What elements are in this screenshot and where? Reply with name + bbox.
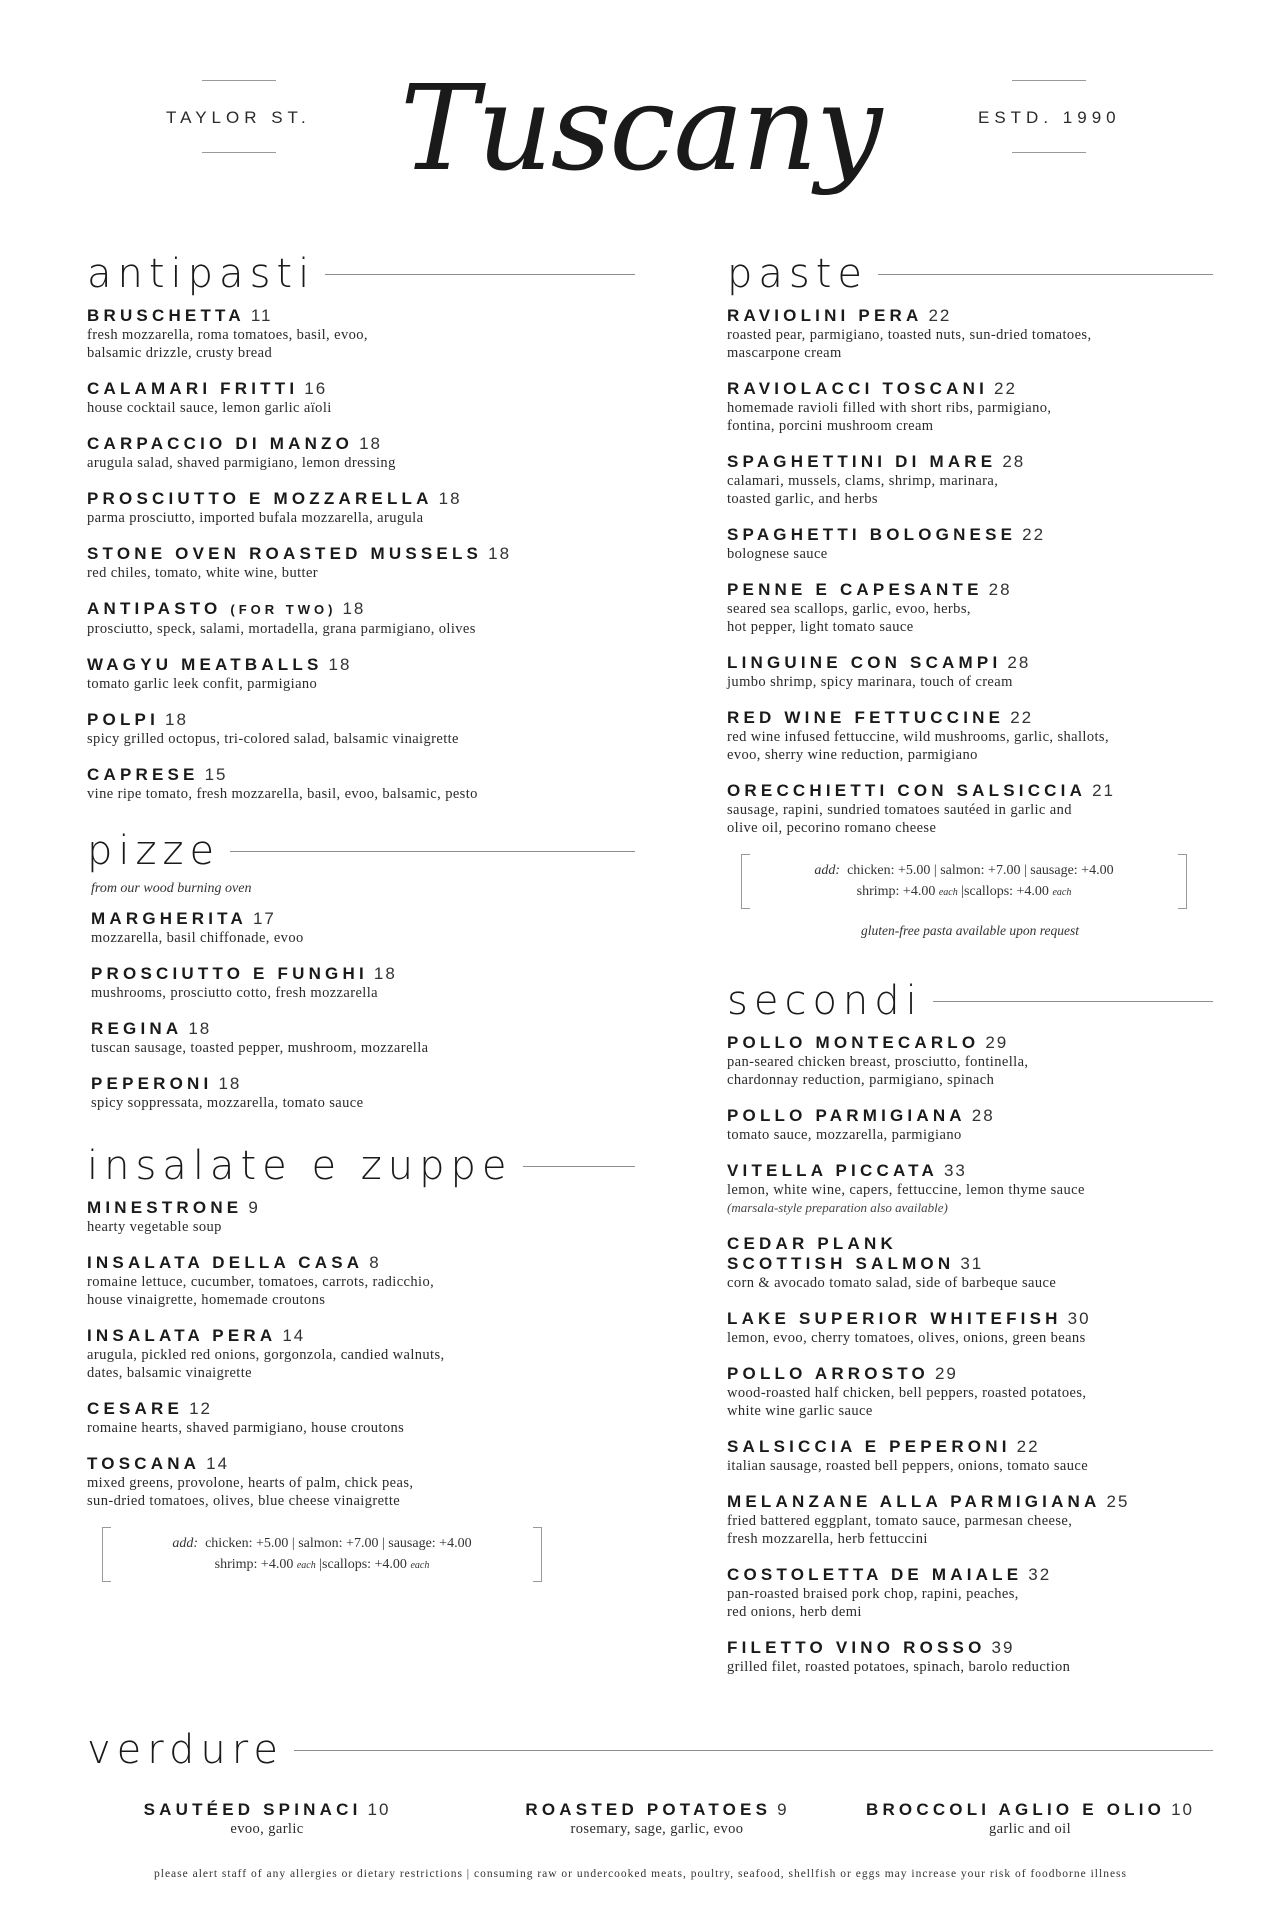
menu-item — [87, 1800, 447, 1838]
right-column — [727, 248, 1213, 1693]
item-price: 14 — [282, 1326, 306, 1345]
item-name: ROASTED POTATOES — [525, 1800, 772, 1819]
item-desc: lemon, white wine, capers, fettuccine, lemon thyme sauce — [727, 1182, 1085, 1198]
item-desc: sun-dried tomatoes, olives, blue cheese vinaigrette — [87, 1493, 401, 1509]
addon-box — [741, 854, 1187, 909]
addon-each: each — [410, 1560, 430, 1571]
menu-item — [87, 306, 635, 362]
item-name: RED WINE FETTUCCINE — [727, 708, 1005, 727]
menu-item — [727, 1106, 1213, 1144]
item-name: LINGUINE CON SCAMPI — [727, 653, 1002, 672]
section-title: insalate e zuppe — [87, 1143, 513, 1189]
item-name: POLLO PARMIGIANA — [727, 1106, 966, 1125]
header-rule-left-bottom — [202, 152, 276, 153]
item-desc: rosemary, sage, garlic, evoo — [570, 1821, 744, 1837]
item-desc: calamari, mussels, clams, shrimp, marinara, — [727, 473, 999, 489]
item-desc: mascarpone cream — [727, 345, 842, 361]
addon-line1: chicken: +5.00 | salmon: +7.00 | sausage: +4.00 — [847, 863, 1114, 878]
item-name: STONE OVEN ROASTED MUSSELS — [87, 544, 483, 563]
item-price: 18 — [359, 434, 382, 453]
menu-item — [727, 653, 1213, 691]
item-price: 22 — [1016, 1437, 1040, 1456]
item-price: 9 — [777, 1800, 789, 1819]
item-desc: bolognese sauce — [727, 546, 828, 562]
addon-label: add: — [172, 1536, 199, 1551]
item-desc: romaine lettuce, cucumber, tomatoes, carrots, radicchio, — [87, 1274, 435, 1290]
menu-item — [87, 599, 635, 638]
menu-item — [91, 1074, 635, 1112]
item-name: MELANZANE ALLA PARMIGIANA — [727, 1492, 1101, 1511]
header-rule-left-top — [202, 80, 276, 81]
item-name: POLLO MONTECARLO — [727, 1033, 980, 1052]
section-verdure — [87, 1724, 1213, 1837]
item-desc: garlic and oil — [988, 1821, 1072, 1837]
item-desc: fresh mozzarella, roma tomatoes, basil, evoo, — [87, 327, 368, 343]
tuscany-logo: Tuscany — [400, 59, 881, 197]
addon-box — [102, 1527, 542, 1582]
addon-scallops: |scallops: +4.00 — [319, 1557, 407, 1572]
menu-item — [477, 1800, 837, 1838]
menu-item — [91, 1019, 635, 1057]
bracket-right — [1178, 854, 1187, 909]
addon-label: add: — [814, 863, 841, 878]
section-title: secondi — [727, 978, 923, 1024]
item-price: 10 — [1171, 1800, 1195, 1819]
item-desc: vine ripe tomato, fresh mozzarella, basil, evoo, balsamic, pesto — [87, 786, 478, 802]
item-desc: sausage, rapini, sundried tomatoes sautéed in garlic and — [727, 802, 1072, 818]
item-price: 9 — [248, 1198, 260, 1217]
section-title: antipasti — [87, 251, 316, 297]
item-desc: evoo, sherry wine reduction, parmigiano — [727, 747, 978, 763]
item-desc: toasted garlic, and herbs — [727, 491, 878, 507]
item-desc: wood-roasted half chicken, bell peppers, roasted potatoes, — [727, 1385, 1087, 1401]
item-desc: house cocktail sauce, lemon garlic aïoli — [87, 400, 332, 416]
bracket-right — [533, 1527, 542, 1582]
menu-item — [727, 781, 1213, 837]
item-desc: dates, balsamic vinaigrette — [87, 1365, 253, 1381]
menu-item — [87, 434, 635, 472]
item-name: VITELLA PICCATA — [727, 1161, 938, 1180]
menu-item — [87, 1454, 635, 1510]
section-rule — [878, 274, 1213, 275]
item-price: 18 — [165, 710, 188, 729]
item-desc: pan-seared chicken breast, prosciutto, fontinella, — [727, 1054, 1029, 1070]
item-name: PENNE E CAPESANTE — [727, 580, 983, 599]
item-desc: jumbo shrimp, spicy marinara, touch of cream — [727, 674, 1013, 690]
item-desc: spicy soppressata, mozzarella, tomato sauce — [91, 1095, 364, 1111]
item-desc: white wine garlic sauce — [727, 1403, 873, 1419]
item-desc: spicy grilled octopus, tri-colored salad, balsamic vinaigrette — [87, 731, 459, 747]
section-note: from our wood burning oven — [91, 881, 252, 896]
section-paste — [727, 248, 1213, 939]
item-price: 39 — [991, 1638, 1015, 1657]
item-desc: arugula salad, shaved parmigiano, lemon dressing — [87, 455, 396, 471]
menu-item — [727, 379, 1213, 435]
item-name: REGINA — [91, 1019, 183, 1038]
item-name: TOSCANA — [87, 1454, 201, 1473]
item-name-note: (FOR TWO) — [230, 602, 337, 617]
item-name: CESARE — [87, 1399, 184, 1418]
section-rule — [230, 851, 635, 852]
item-name: SALSICCIA E PEPERONI — [727, 1437, 1011, 1456]
item-price: 18 — [342, 599, 366, 618]
item-price: 18 — [438, 489, 462, 508]
item-price: 10 — [367, 1800, 391, 1819]
item-desc: house vinaigrette, homemade croutons — [87, 1292, 326, 1308]
item-price: 33 — [943, 1161, 967, 1180]
item-price: 28 — [1007, 653, 1031, 672]
item-price: 21 — [1092, 781, 1115, 800]
item-price: 18 — [218, 1074, 242, 1093]
item-price: 16 — [304, 379, 328, 398]
item-desc: chardonnay reduction, parmigiano, spinach — [727, 1072, 995, 1088]
addon-line1: chicken: +5.00 | salmon: +7.00 | sausage: +4.00 — [205, 1536, 472, 1551]
menu-item — [91, 909, 635, 947]
menu-item — [87, 655, 635, 693]
section-rule — [325, 274, 635, 275]
item-desc: mozzarella, basil chiffonade, evoo — [91, 930, 304, 946]
item-desc: roasted pear, parmigiano, toasted nuts, sun-dried tomatoes, — [727, 327, 1092, 343]
item-price: 11 — [250, 306, 273, 325]
item-name: MINESTRONE — [87, 1198, 243, 1217]
item-name: SPAGHETTI BOLOGNESE — [727, 525, 1017, 544]
item-price: 18 — [488, 544, 512, 563]
item-name: LAKE SUPERIOR WHITEFISH — [727, 1309, 1062, 1328]
item-name-line2: SCOTTISH SALMON — [727, 1254, 955, 1273]
section-rule — [933, 1001, 1213, 1002]
item-desc: tuscan sausage, toasted pepper, mushroom, mozzarella — [91, 1040, 429, 1056]
menu-item — [91, 964, 635, 1002]
addon-scallops: |scallops: +4.00 — [961, 884, 1049, 899]
item-price: 29 — [934, 1364, 958, 1383]
menu-item — [87, 544, 635, 582]
item-price: 22 — [1022, 525, 1046, 544]
addon-each: each — [938, 887, 958, 898]
item-desc: fried battered eggplant, tomato sauce, parmesan cheese, — [727, 1513, 1073, 1529]
bracket-left — [102, 1527, 111, 1582]
addon-shrimp: shrimp: +4.00 — [214, 1557, 294, 1572]
menu-item — [87, 1326, 635, 1382]
menu-item — [727, 1234, 1213, 1292]
section-rule — [523, 1166, 635, 1167]
item-name: POLLO ARROSTO — [727, 1364, 929, 1383]
item-name: CAPRESE — [87, 765, 199, 784]
item-desc: romaine hearts, shaved parmigiano, house croutons — [87, 1420, 405, 1436]
menu-item — [727, 708, 1213, 764]
header-right-text: ESTD. 1990 — [978, 108, 1121, 127]
item-price: 17 — [252, 909, 276, 928]
menu-item — [87, 1198, 635, 1236]
addon-each: each — [296, 1560, 316, 1571]
item-desc: olive oil, pecorino romano cheese — [727, 820, 937, 836]
section-rule — [294, 1750, 1213, 1751]
item-name: SAUTÉED SPINACI — [143, 1800, 362, 1819]
menu-item — [87, 710, 635, 748]
section-title: pizze — [87, 828, 221, 874]
item-desc: italian sausage, roasted bell peppers, onions, tomato sauce — [727, 1458, 1089, 1474]
menu-item — [727, 1309, 1213, 1347]
item-name: PROSCIUTTO E MOZZARELLA — [87, 489, 433, 508]
section-antipasti — [87, 248, 635, 803]
item-desc: red onions, herb demi — [727, 1604, 862, 1620]
item-name: PROSCIUTTO E FUNGHI — [91, 964, 368, 983]
item-desc: hearty vegetable soup — [87, 1219, 222, 1235]
item-price: 12 — [189, 1399, 212, 1418]
item-price: 15 — [204, 765, 228, 784]
item-desc: mixed greens, provolone, hearts of palm, chick peas, — [87, 1475, 414, 1491]
menu-item — [727, 1565, 1213, 1621]
item-price: 8 — [369, 1253, 381, 1272]
item-desc: pan-roasted braised pork chop, rapini, peaches, — [727, 1586, 1019, 1602]
menu-item — [727, 525, 1213, 563]
section-title: paste — [727, 251, 869, 297]
item-price: 28 — [988, 580, 1012, 599]
item-desc: homemade ravioli filled with short ribs, parmigiano, — [727, 400, 1052, 416]
menu-item — [727, 1437, 1213, 1475]
item-desc: fontina, porcini mushroom cream — [727, 418, 934, 434]
item-desc: grilled filet, roasted potatoes, spinach, barolo reduction — [727, 1659, 1071, 1675]
item-desc: parma prosciutto, imported bufala mozzarella, arugula — [87, 510, 424, 526]
addon-shrimp: shrimp: +4.00 — [856, 884, 936, 899]
item-note: (marsala-style preparation also available) — [727, 1200, 948, 1215]
menu-item — [727, 452, 1213, 508]
item-name: PEPERONI — [91, 1074, 213, 1093]
menu-item — [87, 379, 635, 417]
item-name: COSTOLETTA DE MAIALE — [727, 1565, 1023, 1584]
item-name: INSALATA PERA — [87, 1326, 277, 1345]
section-pizze — [87, 825, 635, 1112]
header-left-text: TAYLOR ST. — [166, 108, 311, 127]
item-name: POLPI — [87, 710, 160, 729]
menu-item — [87, 1399, 635, 1437]
gluten-free-note: gluten-free pasta available upon request — [861, 923, 1079, 938]
item-name: SPAGHETTINI DI MARE — [727, 452, 997, 471]
item-price: 28 — [971, 1106, 995, 1125]
menu-item — [727, 1033, 1213, 1089]
section-title: verdure — [87, 1727, 284, 1773]
menu-item — [727, 1161, 1213, 1217]
item-price: 31 — [960, 1254, 984, 1273]
item-name: RAVIOLACCI TOSCANI — [727, 379, 989, 398]
item-price: 18 — [328, 655, 352, 674]
item-price: 28 — [1002, 452, 1026, 471]
item-price: 18 — [373, 964, 397, 983]
item-desc: tomato sauce, mozzarella, parmigiano — [727, 1127, 962, 1143]
item-desc: prosciutto, speck, salami, mortadella, grana parmigiano, olives — [87, 621, 476, 637]
item-desc: red wine infused fettuccine, wild mushrooms, garlic, shallots, — [727, 729, 1109, 745]
item-desc: fresh mozzarella, herb fettuccini — [727, 1531, 928, 1547]
item-name: CARPACCIO DI MANZO — [87, 434, 354, 453]
menu-item — [87, 489, 635, 527]
menu-item — [727, 306, 1213, 362]
section-insalate — [87, 1140, 635, 1582]
item-desc: lemon, evoo, cherry tomatoes, olives, onions, green beans — [727, 1330, 1086, 1346]
item-desc: seared sea scallops, garlic, evoo, herbs, — [727, 601, 971, 617]
item-name: BROCCOLI AGLIO E OLIO — [865, 1800, 1166, 1819]
item-desc: hot pepper, light tomato sauce — [727, 619, 914, 635]
item-price: 14 — [206, 1454, 230, 1473]
item-price: 22 — [1010, 708, 1034, 727]
item-name: ORECCHIETTI CON SALSICCIA — [727, 781, 1087, 800]
addon-each: each — [1052, 887, 1072, 898]
item-name: CEDAR PLANK — [727, 1234, 897, 1253]
item-desc: red chiles, tomato, white wine, butter — [87, 565, 319, 581]
item-desc: evoo, garlic — [230, 1821, 304, 1837]
footer-disclaimer: please alert staff of any allergies or dietary restrictions | consuming raw or undercooked meats, poultry, seafood, shellfish or eggs may increase your risk of foodborne illness — [154, 1868, 1127, 1880]
item-desc: balsamic drizzle, crusty bread — [87, 345, 273, 361]
item-price: 22 — [928, 306, 952, 325]
menu-item — [727, 1492, 1213, 1548]
bracket-left — [741, 854, 750, 909]
item-price: 32 — [1028, 1565, 1052, 1584]
left-column — [87, 248, 635, 1582]
item-desc: mushrooms, prosciutto cotto, fresh mozzarella — [91, 985, 378, 1001]
item-name: RAVIOLINI PERA — [727, 306, 923, 325]
item-name: BRUSCHETTA — [87, 306, 245, 325]
menu-item — [87, 765, 635, 803]
item-name: CALAMARI FRITTI — [87, 379, 299, 398]
item-price: 22 — [994, 379, 1017, 398]
item-desc: corn & avocado tomato salad, side of barbeque sauce — [727, 1275, 1057, 1291]
header-rule-right-top — [1012, 80, 1086, 81]
menu-item — [727, 580, 1213, 636]
menu-item — [727, 1364, 1213, 1420]
item-price: 29 — [985, 1033, 1009, 1052]
header-rule-right-bottom — [1012, 152, 1086, 153]
menu-item — [847, 1800, 1213, 1838]
item-price: 25 — [1106, 1492, 1130, 1511]
menu-item — [727, 1638, 1213, 1676]
item-name: ANTIPASTO — [87, 599, 222, 618]
item-name: WAGYU MEATBALLS — [87, 655, 323, 674]
menu-item — [87, 1253, 635, 1309]
item-name: FILETTO VINO ROSSO — [727, 1638, 986, 1657]
section-secondi — [727, 975, 1213, 1676]
item-desc: arugula, pickled red onions, gorgonzola, candied walnuts, — [87, 1347, 445, 1363]
item-desc: tomato garlic leek confit, parmigiano — [87, 676, 318, 692]
item-name: MARGHERITA — [91, 909, 247, 928]
item-price: 30 — [1067, 1309, 1091, 1328]
item-name: INSALATA DELLA CASA — [87, 1253, 364, 1272]
item-price: 18 — [188, 1019, 212, 1038]
